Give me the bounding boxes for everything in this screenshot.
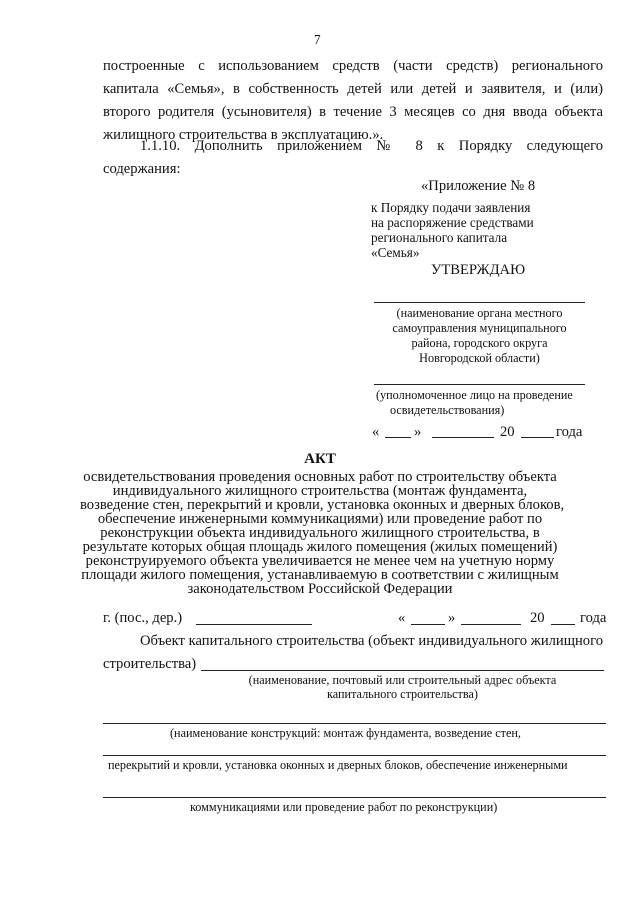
approve-word: УТВЕРЖДАЮ — [431, 262, 526, 278]
authority-signature-line — [374, 302, 585, 303]
intro-line: жилищного строительства в эксплуатацию.». — [103, 127, 384, 143]
place-label: г. (пос., дер.) — [103, 610, 183, 626]
constructions-blank-3[interactable] — [103, 797, 606, 798]
page-number: 7 — [314, 32, 321, 47]
place-open-quote: « — [398, 610, 406, 626]
month-blank[interactable] — [432, 437, 494, 438]
authority-hint-line: самоуправления муниципального — [392, 321, 567, 335]
intro-line: капитала «Семья», в собственность детей или детей и заявителя, и (или) — [103, 81, 603, 97]
object-line-label: строительства) — [103, 656, 197, 672]
official-hint-line: освидетельствования) — [390, 403, 505, 417]
date-close-quote: » — [414, 424, 422, 440]
date-open-quote: « — [372, 424, 380, 440]
act-line: законодательством Российской Федерации — [187, 581, 453, 597]
act-line: площади жилого помещения, устанавливаемую в соответствии с жилищным — [81, 567, 559, 583]
authority-hint-line: (наименование органа местного — [396, 306, 563, 320]
object-line: Объект капитального строительства (объект индивидуального жилищного — [140, 633, 603, 649]
official-hint-line: (уполномоченное лицо на проведение — [376, 388, 573, 402]
item-line: содержания: — [103, 161, 181, 177]
appendix-line: к Порядку подачи заявления — [371, 200, 531, 215]
appendix-title: «Приложение № 8 — [421, 178, 536, 194]
intro-line: построенные с использованием средств (части средств) регионального — [103, 58, 603, 74]
place-day-blank[interactable] — [411, 624, 445, 625]
constructions-hint-line: перекрытий и кровли, установка оконных и дверных блоков, обеспечение инженерными — [108, 758, 568, 772]
appendix-line: «Семья» — [371, 245, 420, 260]
act-line: возведение стен, перекрытий и кровли, установка оконных и дверных блоков, — [80, 497, 565, 513]
item-line: 1.1.10. Дополнить приложением № 8 к Порядку следующего — [140, 138, 603, 154]
constructions-blank-1[interactable] — [103, 723, 606, 724]
place-close-quote: » — [448, 610, 456, 626]
act-line: результате которых общая площадь жилого помещения (жилых помещений) — [82, 539, 558, 555]
act-line: реконструкции объекта индивидуального жилищного строительства, в — [100, 525, 540, 541]
year-prefix: 20 — [500, 424, 515, 440]
authority-hint-line: района, городского округа — [411, 336, 548, 350]
constructions-hint-line: коммуникациями или проведение работ по реконструкции) — [190, 800, 498, 814]
act-line: реконструируемого объекта увеличивается не менее чем на учетную норму — [85, 553, 555, 569]
place-year-word: года — [580, 610, 607, 626]
act-line: освидетельствования проведения основных работ по строительству объекта — [83, 469, 557, 485]
year-word: года — [556, 424, 583, 440]
place-year-prefix: 20 — [530, 610, 545, 626]
authority-hint-line: Новгородской области) — [419, 351, 540, 365]
object-blank[interactable] — [201, 670, 604, 671]
act-line: обеспечение инженерными коммуникациями) или проведение работ по — [97, 511, 543, 527]
constructions-hint-line: (наименование конструкций: монтаж фундамента, возведение стен, — [170, 726, 521, 740]
object-hint-line: (наименование, почтовый или строительный адрес объекта — [248, 673, 557, 687]
appendix-line: на распоряжение средствами — [371, 215, 534, 230]
official-signature-line — [374, 384, 585, 385]
place-year-blank[interactable] — [551, 624, 575, 625]
object-hint-line: капитального строительства) — [327, 687, 478, 701]
place-blank[interactable] — [196, 624, 312, 625]
intro-line: второго родителя (усыновителя) в течение 3 месяцев со дня ввода объекта — [103, 104, 603, 120]
day-blank[interactable] — [385, 437, 411, 438]
year-blank[interactable] — [521, 437, 554, 438]
place-month-blank[interactable] — [461, 624, 521, 625]
act-title: АКТ — [304, 451, 336, 467]
act-line: индивидуального жилищного строительства (монтаж фундамента, — [112, 483, 528, 499]
appendix-line: регионального капитала — [371, 230, 508, 245]
constructions-blank-2[interactable] — [103, 755, 606, 756]
